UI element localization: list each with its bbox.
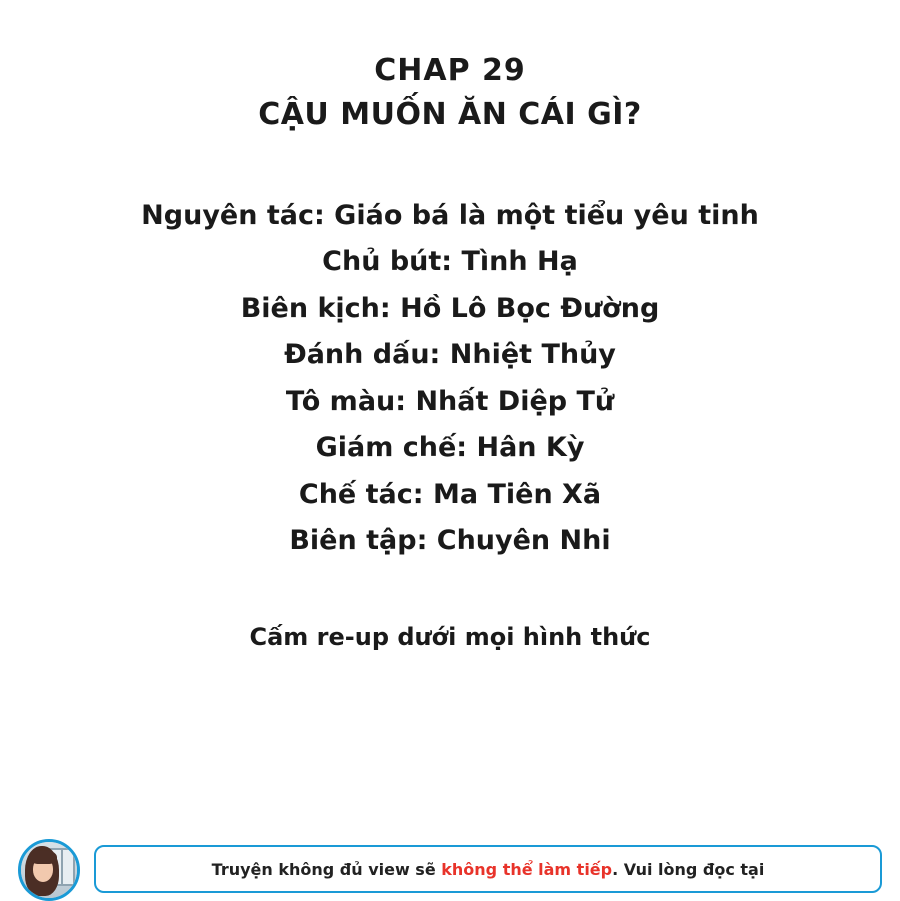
view-notice-text-after: . Vui lòng đọc tại (612, 859, 765, 879)
credit-line: Biên kịch: Hồ Lô Bọc Đường (240, 292, 660, 324)
credit-line: Giám chế: Hân Kỳ (315, 432, 585, 464)
reupload-notice: Cấm re-up dưới mọi hình thức (249, 622, 651, 651)
view-notice-highlight: không thể làm tiếp (441, 859, 613, 879)
chapter-number: CHAP 29 (374, 53, 526, 88)
credit-line: Nguyên tác: Giáo bá là một tiểu yêu tinh (141, 200, 759, 231)
avatar-artwork (21, 842, 77, 898)
view-notice-text-before: Truyện không đủ view sẽ (211, 859, 442, 879)
credit-line: Đánh dấu: Nhiệt Thủy (284, 339, 616, 371)
view-notice-box (94, 845, 882, 893)
avatar-fringe (30, 850, 57, 864)
view-notice-text (212, 860, 765, 879)
credit-line: Chế tác: Ma Tiên Xã (298, 478, 602, 510)
bottom-banner (0, 838, 900, 900)
credit-line: Biên tập: Chuyên Nhi (289, 525, 611, 557)
credit-line: Tô màu: Nhất Diệp Tử (285, 385, 615, 417)
girl-avatar-icon (18, 839, 80, 901)
credit-line: Chủ bút: Tình Hạ (322, 246, 578, 278)
credit-list (0, 193, 900, 565)
chapter-title: CẬU MUỐN ĂN CÁI GÌ? (258, 96, 642, 132)
